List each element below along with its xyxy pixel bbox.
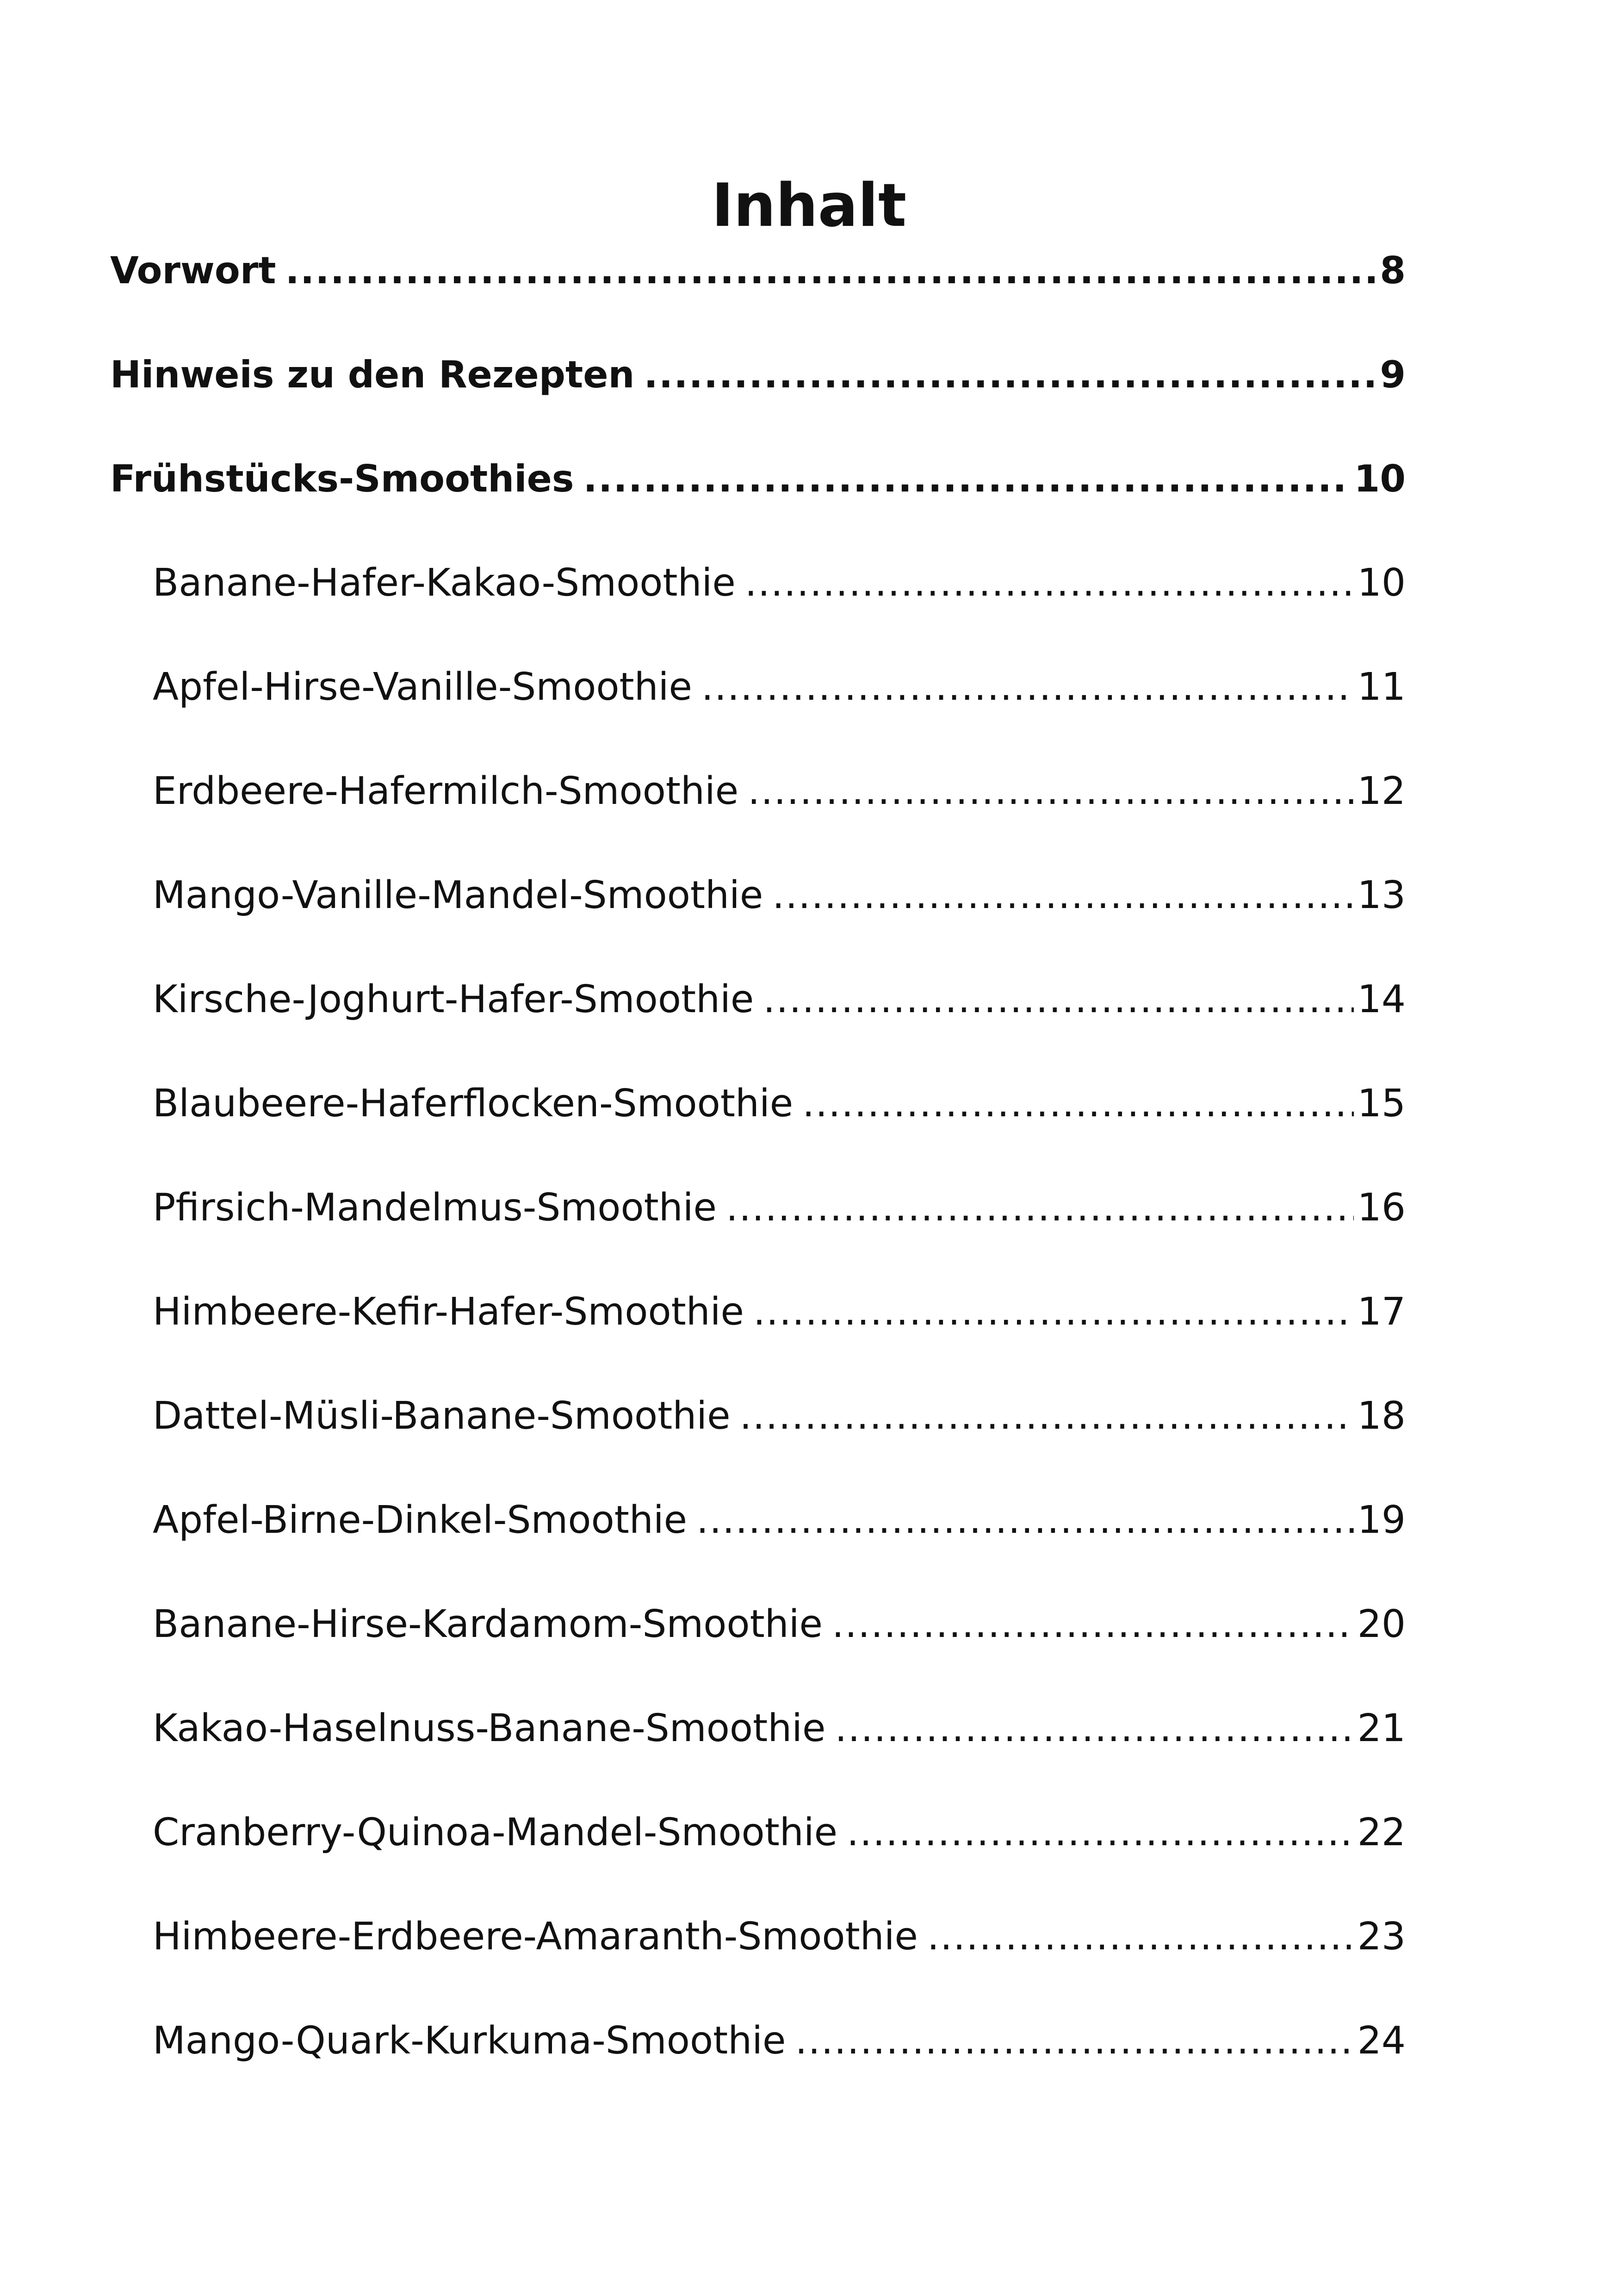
toc-dot-leader bbox=[583, 447, 1351, 511]
table-of-contents bbox=[110, 238, 1406, 2113]
toc-entry[interactable] bbox=[110, 1176, 1406, 1280]
toc-dot-leader bbox=[795, 2009, 1354, 2073]
toc-dot-leader bbox=[802, 1071, 1353, 1136]
toc-entry-title: Apfel-Birne-Dinkel-Smoothie bbox=[153, 1498, 688, 1542]
toc-entry-title: Kakao-Haselnuss-Banane-Smoothie bbox=[153, 1706, 826, 1750]
toc-entry[interactable] bbox=[110, 1800, 1406, 1904]
toc-page-number: 10 bbox=[1354, 457, 1406, 500]
toc-page-number: 11 bbox=[1357, 665, 1406, 709]
toc-page-number: 23 bbox=[1357, 1915, 1406, 1959]
toc-dot-leader bbox=[753, 1280, 1354, 1344]
toc-entry[interactable] bbox=[110, 1280, 1406, 1384]
toc-entry-title: Himbeere-Kefir-Hafer-Smoothie bbox=[153, 1290, 744, 1334]
toc-page-number: 15 bbox=[1357, 1082, 1406, 1126]
toc-entry-title: Apfel-Hirse-Vanille-Smoothie bbox=[153, 665, 692, 709]
toc-dot-leader bbox=[740, 1384, 1354, 1449]
toc-entry-title: Kirsche-Joghurt-Hafer-Smoothie bbox=[153, 977, 754, 1021]
toc-dot-leader bbox=[745, 551, 1354, 616]
toc-page-number: 19 bbox=[1357, 1498, 1406, 1542]
toc-page-number: 13 bbox=[1357, 873, 1406, 917]
toc-dot-leader bbox=[847, 1800, 1354, 1865]
toc-page-number: 12 bbox=[1357, 769, 1406, 813]
toc-entry[interactable] bbox=[110, 863, 1406, 967]
toc-dot-leader bbox=[701, 655, 1354, 720]
toc-entry-title: Frühstücks-Smoothies bbox=[110, 457, 574, 500]
toc-page-number: 21 bbox=[1357, 1706, 1406, 1750]
toc-page-number: 14 bbox=[1357, 977, 1406, 1021]
toc-entry[interactable] bbox=[110, 1071, 1406, 1176]
toc-entry-title: Blaubeere-Haferflocken-Smoothie bbox=[153, 1082, 794, 1126]
toc-entry-title: Vorwort bbox=[110, 249, 276, 292]
toc-entry-title: Banane-Hirse-Kardamom-Smoothie bbox=[153, 1602, 823, 1646]
toc-page-number: 10 bbox=[1357, 561, 1406, 605]
toc-entry-title: Mango-Quark-Kurkuma-Smoothie bbox=[153, 2019, 786, 2063]
toc-entry-title: Himbeere-Erdbeere-Amaranth-Smoothie bbox=[153, 1915, 918, 1959]
toc-entry[interactable] bbox=[110, 1696, 1406, 1800]
toc-entry[interactable] bbox=[110, 1488, 1406, 1592]
toc-entry-fruehstuecks-smoothies[interactable] bbox=[110, 447, 1406, 551]
toc-entry[interactable] bbox=[110, 1592, 1406, 1696]
toc-entry[interactable] bbox=[110, 759, 1406, 863]
toc-entry-title: Hinweis zu den Rezepten bbox=[110, 353, 635, 396]
toc-dot-leader bbox=[763, 967, 1353, 1032]
toc-dot-leader bbox=[726, 1176, 1354, 1240]
toc-dot-leader bbox=[927, 1904, 1354, 1969]
toc-dot-leader bbox=[285, 238, 1376, 303]
toc-entry-hinweis[interactable] bbox=[110, 342, 1406, 447]
toc-page-number: 22 bbox=[1357, 1811, 1406, 1854]
toc-entry[interactable] bbox=[110, 1384, 1406, 1488]
toc-page-number: 20 bbox=[1357, 1602, 1406, 1646]
toc-page-number: 24 bbox=[1357, 2019, 1406, 2063]
toc-entry-title: Erdbeere-Hafermilch-Smoothie bbox=[153, 769, 739, 813]
toc-entry[interactable] bbox=[110, 1904, 1406, 2009]
toc-entry-title: Banane-Hafer-Kakao-Smoothie bbox=[153, 561, 736, 605]
toc-dot-leader bbox=[772, 863, 1353, 928]
toc-entry-title: Mango-Vanille-Mandel-Smoothie bbox=[153, 873, 763, 917]
toc-page-number: 18 bbox=[1357, 1394, 1406, 1438]
toc-dot-leader bbox=[696, 1488, 1354, 1553]
toc-entry-title: Pfirsich-Mandelmus-Smoothie bbox=[153, 1186, 717, 1230]
toc-entry[interactable] bbox=[110, 655, 1406, 759]
toc-entry[interactable] bbox=[110, 2009, 1406, 2113]
toc-entry-vorwort[interactable] bbox=[110, 238, 1406, 342]
toc-dot-leader bbox=[644, 342, 1376, 407]
toc-entry[interactable] bbox=[110, 967, 1406, 1071]
toc-page-number: 8 bbox=[1380, 249, 1406, 292]
toc-page-number: 9 bbox=[1380, 353, 1406, 396]
toc-dot-leader bbox=[832, 1592, 1354, 1657]
toc-entry-title: Cranberry-Quinoa-Mandel-Smoothie bbox=[153, 1811, 838, 1854]
toc-dot-leader bbox=[835, 1696, 1353, 1761]
toc-dot-leader bbox=[748, 759, 1353, 824]
page-title: Inhalt bbox=[711, 171, 907, 240]
toc-page-number: 17 bbox=[1357, 1290, 1406, 1334]
toc-page-number: 16 bbox=[1357, 1186, 1406, 1230]
toc-entry[interactable] bbox=[110, 551, 1406, 655]
toc-entry-title: Dattel-Müsli-Banane-Smoothie bbox=[153, 1394, 731, 1438]
